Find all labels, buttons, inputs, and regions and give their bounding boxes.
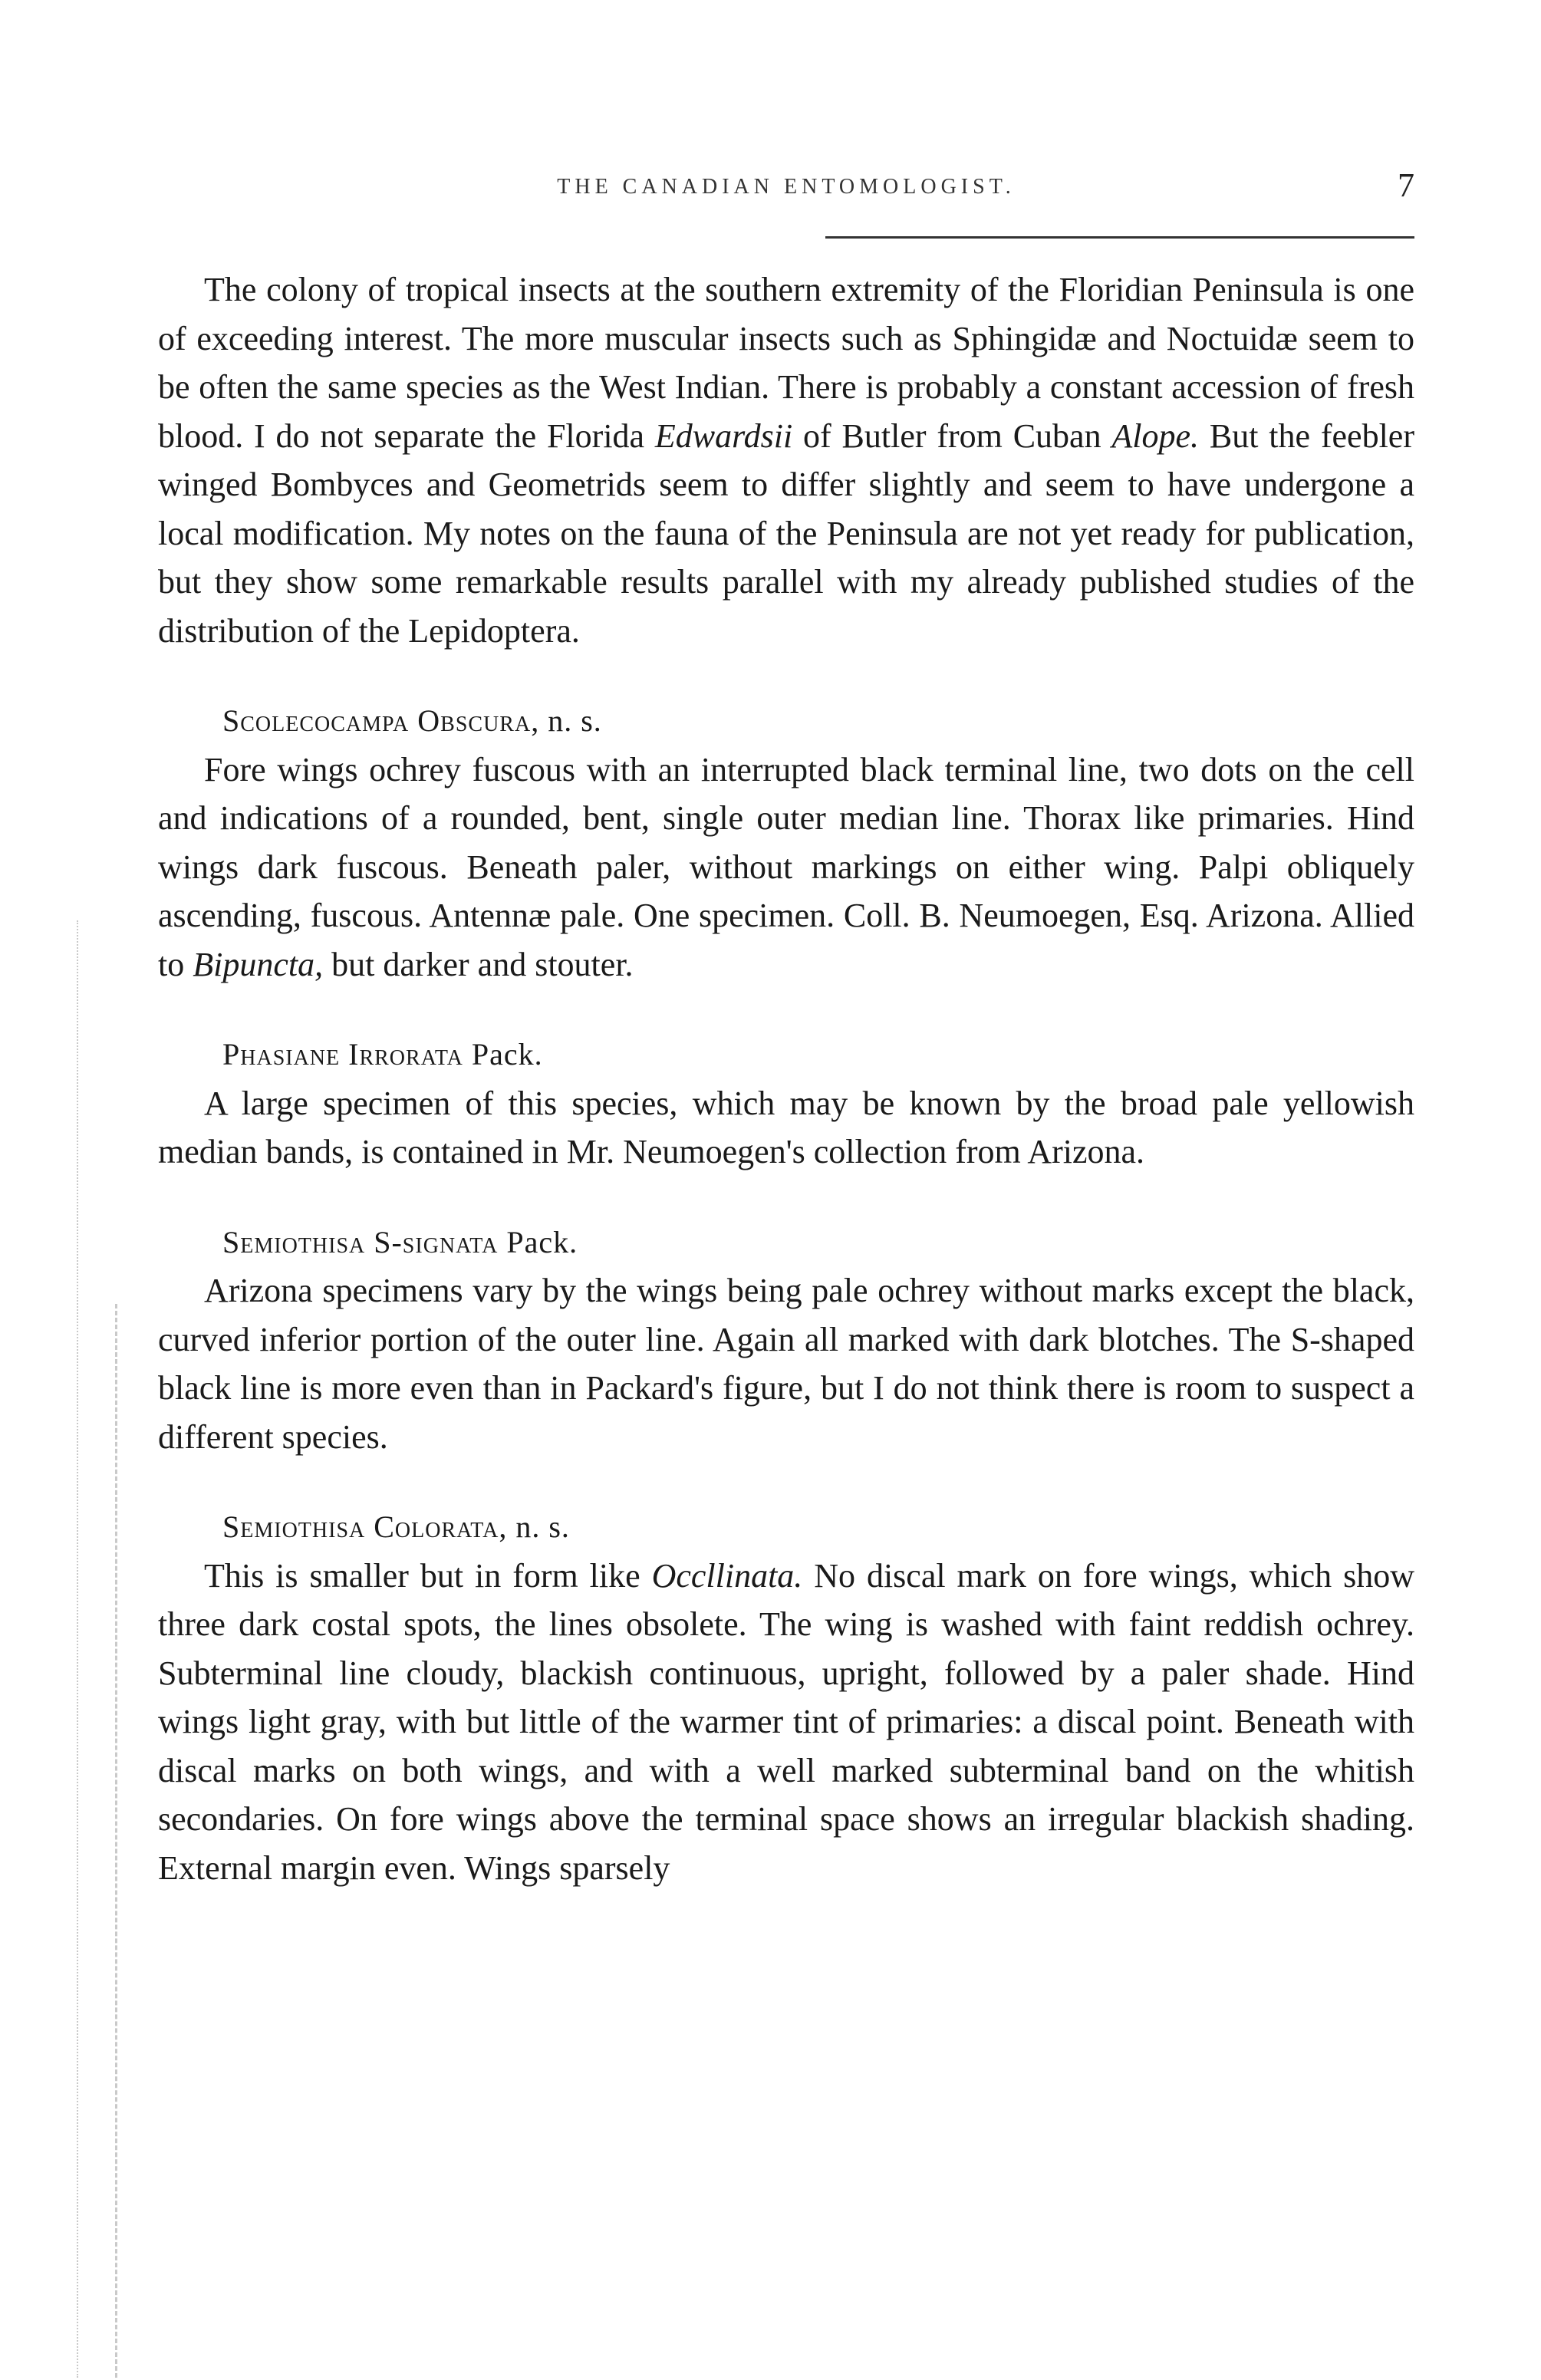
header-rule [825,236,1414,239]
journal-page [158,166,1414,1892]
species-description-scolecocampa: Fore wings ochrey fuscous with an interrupted black terminal line, two dots on the cell and indications of a rounded, bent, single outer median line. Thorax like primaries. Hind wings dark fuscous. Beneath paler, without markings on either wing. Palpi obliquely ascending, fuscous. Antennæ pale. One specimen. Coll. B. Neumoegen, Esq. Arizona. Allied to Bipuncta, but darker and stouter. [158,750,1414,983]
species-description-semiothisa-colorata: This is smaller but in form like Occllinata. No discal mark on fore wings, which show three dark costal spots, the lines obsolete. The wing is washed with faint reddish ochrey. Subterminal line cloudy, blackish continuous, upright, followed by a paler shade. Hind wings light gray, with but little of the warmer tint of primaries: a discal point. Beneath with discal marks on both wings, and with a well marked subterminal band on the whitish secondaries. On fore wings above the terminal space shows an irregular blackish shading. External margin even. Wings sparsely [158,1556,1414,1887]
species-heading-semiothisa-s-signata: Semiothisa S-signata Pack. [222,1224,578,1259]
margin-scan-artifact [77,920,84,2378]
article-body [158,265,1414,1892]
species-description-phasiane: A large specimen of this species, which may be known by the broad pale yellowish median bands, is contained in Mr. Neumoegen's collection from Arizona. [158,1084,1414,1170]
page-number: 7 [1398,166,1414,204]
margin-scan-artifact [115,1304,123,2378]
running-title: THE CANADIAN ENTOMOLOGIST. [557,175,1016,199]
species-heading-scolecocampa: Scolecocampa Obscura, n. s. [222,703,602,738]
intro-paragraph: The colony of tropical insects at the southern extremity of the Floridian Peninsula is one of exceeding interest. The more muscular insects such as Sphingidæ and Noctuidæ seem to be often the same species as the West Indian. There is probably a constant accession of fresh blood. I do not separate the Florida Edwardsii of Butler from Cuban Alope. But the feebler winged Bombyces and Geometrids seem to differ slightly and seem to have undergone a local modification. My notes on the fauna of the Peninsula are not yet ready for publication, but they show some remarkable results parallel with my already published studies of the distribution of the Lepidoptera. [158,271,1414,650]
species-heading-phasiane: Phasiane Irrorata Pack. [222,1037,543,1071]
running-head [158,166,1414,212]
species-description-semiothisa-s-signata: Arizona specimens vary by the wings being pale ochrey without marks except the black, curved inferior portion of the outer line. Again all marked with dark blotches. The S-shaped black line is more even than in Packard's figure, but I do not think there is room to suspect a different species. [158,1272,1414,1456]
species-heading-semiothisa-colorata: Semiothisa Colorata, n. s. [222,1509,570,1544]
